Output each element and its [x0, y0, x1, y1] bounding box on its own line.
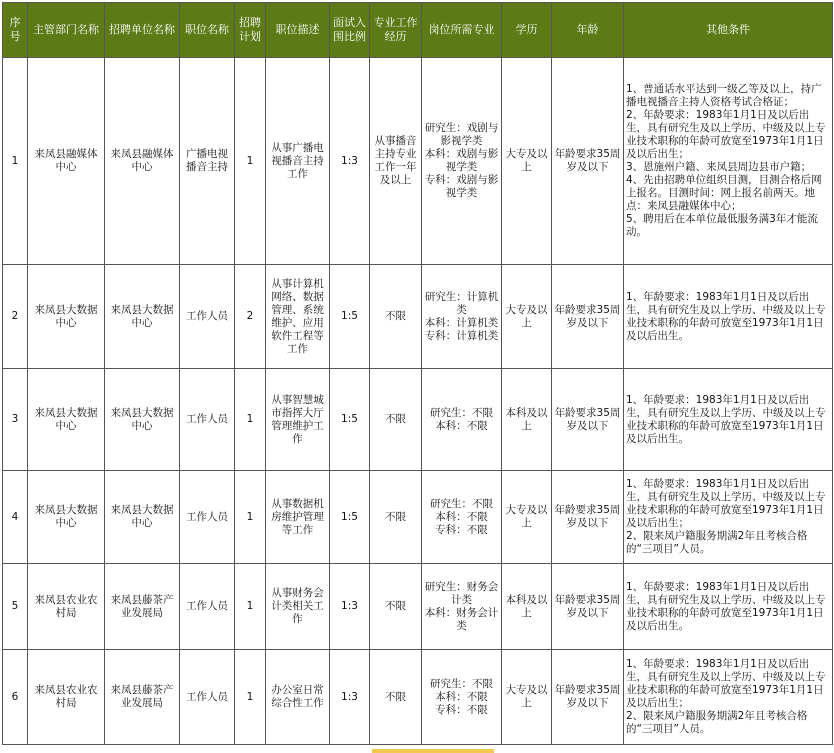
major-line: 本科：财务会计类	[424, 606, 499, 632]
cell-dept: 来凤县大数据中心	[28, 369, 105, 471]
other-line: 1、年龄要求：1983年1月1日及以后出生，具有研究生及以上学历、中级及以上专业技术职称的年龄可放宽至1973年1月1日及以后出生。	[626, 580, 826, 632]
header-other: 其他条件	[624, 3, 833, 58]
cell-position: 工作人员	[180, 650, 235, 745]
cell-desc: 从事广播电视播音主持工作	[266, 58, 330, 265]
header-dept: 主管部门名称	[28, 3, 105, 58]
cell-age: 年龄要求35周岁及以下	[552, 58, 624, 265]
other-line: 1、年龄要求：1983年1月1日及以后出生，具有研究生及以上学历、中级及以上专业技术职称的年龄可放宽至1973年1月1日及以后出生；	[626, 478, 826, 529]
major-line: 专科：计算机类	[424, 329, 499, 342]
table-row	[3, 369, 833, 471]
cell-no: 3	[3, 369, 28, 471]
table-row	[3, 471, 833, 564]
cell-ratio: 1:5	[330, 471, 370, 564]
cell-unit: 来凤县融媒体中心	[105, 58, 180, 265]
cell-other	[624, 265, 833, 369]
major-line: 研究生：戏剧与影视学类	[424, 122, 499, 147]
major-line: 研究生：不限	[430, 677, 493, 690]
header-plan: 招聘计划	[235, 3, 266, 58]
cell-plan: 1	[235, 564, 266, 650]
cell-experience: 不限	[370, 471, 422, 564]
major-line: 研究生：财务会计类	[424, 580, 499, 606]
cell-major	[422, 58, 502, 265]
cell-edu: 大专及以上	[502, 650, 552, 745]
cell-edu: 大专及以上	[502, 265, 552, 369]
cell-dept: 来凤县大数据中心	[28, 471, 105, 564]
cell-major	[422, 650, 502, 745]
cell-position: 工作人员	[180, 471, 235, 564]
other-line: 1、普通话水平达到一级乙等及以上，持广播电视播音主持人资格考试合格证；	[626, 83, 822, 108]
cell-plan: 2	[235, 265, 266, 369]
other-line: 2、限来凤户籍服务期满2年且考核合格的“三项目”人员。	[626, 710, 808, 735]
other-line: 1、年龄要求：1983年1月1日及以后出生，具有研究生及以上学历、中级及以上专业技术职称的年龄可放宽至1973年1月1日及以后出生；	[626, 658, 826, 709]
other-line: 2、限来凤户籍服务期满2年且考核合格的“三项目”人员。	[626, 530, 808, 555]
major-line: 本科：不限	[435, 510, 488, 523]
major-line: 研究生：不限	[430, 406, 493, 419]
cell-experience: 不限	[370, 369, 422, 471]
other-line: 1、年龄要求：1983年1月1日及以后出生，具有研究生及以上学历、中级及以上专业技术职称的年龄可放宽至1973年1月1日及以后出生。	[626, 290, 826, 342]
cell-major	[422, 471, 502, 564]
table-row	[3, 650, 833, 745]
cell-dept: 来凤县农业农村局	[28, 564, 105, 650]
cell-major	[422, 265, 502, 369]
major-line: 专科：戏剧与影视学类	[424, 174, 499, 199]
major-line: 本科：戏剧与影视学类	[424, 148, 499, 173]
other-line: 2、年龄要求：1983年1月1日及以后出生，具有研究生及以上学历、中级及以上专业技术职称的年龄可放宽至1973年1月1日及以后出生；	[626, 109, 826, 160]
other-line: 1、年龄要求：1983年1月1日及以后出生，具有研究生及以上学历、中级及以上专业技术职称的年龄可放宽至1973年1月1日及以后出生。	[626, 393, 826, 445]
cell-desc: 从事数据机房维护管理等工作	[266, 471, 330, 564]
header-experience: 专业工作经历	[370, 3, 422, 58]
table-row	[3, 265, 833, 369]
cell-dept: 来凤县农业农村局	[28, 650, 105, 745]
cell-experience: 从事播音主持专业工作一年及以上	[370, 58, 422, 265]
cell-other	[624, 369, 833, 471]
cell-edu: 大专及以上	[502, 58, 552, 265]
cell-no: 5	[3, 564, 28, 650]
major-line: 专科：不限	[435, 703, 488, 716]
cell-major	[422, 369, 502, 471]
cell-unit: 来凤县大数据中心	[105, 471, 180, 564]
cell-plan: 1	[235, 471, 266, 564]
cell-other	[624, 471, 833, 564]
header-major: 岗位所需专业	[422, 3, 502, 58]
cell-dept: 来凤县融媒体中心	[28, 58, 105, 265]
header-desc: 职位描述	[266, 3, 330, 58]
cell-position: 广播电视播音主持	[180, 58, 235, 265]
major-line: 研究生：不限	[430, 497, 493, 510]
major-line: 研究生：计算机类	[424, 290, 499, 316]
cell-age: 年龄要求35周岁及以下	[552, 564, 624, 650]
cell-ratio: 1:5	[330, 369, 370, 471]
cell-no: 1	[3, 58, 28, 265]
cell-other	[624, 650, 833, 745]
cell-dept: 来凤县大数据中心	[28, 265, 105, 369]
cell-ratio: 1:5	[330, 265, 370, 369]
cell-experience: 不限	[370, 564, 422, 650]
cell-edu: 本科及以上	[502, 369, 552, 471]
cell-unit: 来凤县藤茶产业发展局	[105, 650, 180, 745]
cell-plan: 1	[235, 58, 266, 265]
cell-age: 年龄要求35周岁及以下	[552, 265, 624, 369]
cell-ratio: 1:3	[330, 564, 370, 650]
cell-desc: 从事计算机网络、数据管理、系统维护、应用软件工程等工作	[266, 265, 330, 369]
cell-ratio: 1:3	[330, 650, 370, 745]
header-ratio: 面试入围比例	[330, 3, 370, 58]
cell-no: 4	[3, 471, 28, 564]
cell-no: 6	[3, 650, 28, 745]
cell-unit: 来凤县藤茶产业发展局	[105, 564, 180, 650]
other-line: 4、先由招聘单位组织目测，目测合格后网上报名。目测时间：网上报名前两天。地点：来凤县融媒体中心；	[626, 174, 822, 212]
cell-position: 工作人员	[180, 564, 235, 650]
other-line: 5、聘用后在本单位最低服务满3年才能流动。	[626, 213, 818, 238]
cell-other	[624, 564, 833, 650]
cell-age: 年龄要求35周岁及以下	[552, 471, 624, 564]
cell-other	[624, 58, 833, 265]
recruitment-table	[2, 2, 833, 745]
major-line: 本科：不限	[435, 690, 488, 703]
cell-desc: 办公室日常综合性工作	[266, 650, 330, 745]
header-unit: 招聘单位名称	[105, 3, 180, 58]
header-edu: 学历	[502, 3, 552, 58]
cell-edu: 本科及以上	[502, 564, 552, 650]
major-line: 本科：不限	[435, 419, 488, 432]
cell-ratio: 1:3	[330, 58, 370, 265]
cell-age: 年龄要求35周岁及以下	[552, 650, 624, 745]
table-row	[3, 58, 833, 265]
cell-no: 2	[3, 265, 28, 369]
major-line: 专科：不限	[435, 523, 488, 536]
cell-desc: 从事财务会计类相关工作	[266, 564, 330, 650]
cell-experience: 不限	[370, 265, 422, 369]
cell-edu: 大专及以上	[502, 471, 552, 564]
cell-position: 工作人员	[180, 265, 235, 369]
major-line: 本科：计算机类	[424, 316, 499, 329]
header-no: 序号	[3, 3, 28, 58]
cell-experience: 不限	[370, 650, 422, 745]
header-row	[3, 3, 833, 58]
cell-plan: 1	[235, 369, 266, 471]
header-age: 年龄	[552, 3, 624, 58]
cell-major	[422, 564, 502, 650]
cell-plan: 1	[235, 650, 266, 745]
table-row	[3, 564, 833, 650]
cell-age: 年龄要求35周岁及以下	[552, 369, 624, 471]
cell-position: 工作人员	[180, 369, 235, 471]
cell-unit: 来凤县大数据中心	[105, 265, 180, 369]
header-position: 职位名称	[180, 3, 235, 58]
cell-desc: 从事智慧城市指挥大厅管理维护工作	[266, 369, 330, 471]
accent-bar	[372, 749, 494, 753]
cell-unit: 来凤县大数据中心	[105, 369, 180, 471]
other-line: 3、恩施州户籍、来凤县周边县市户籍；	[626, 161, 812, 173]
